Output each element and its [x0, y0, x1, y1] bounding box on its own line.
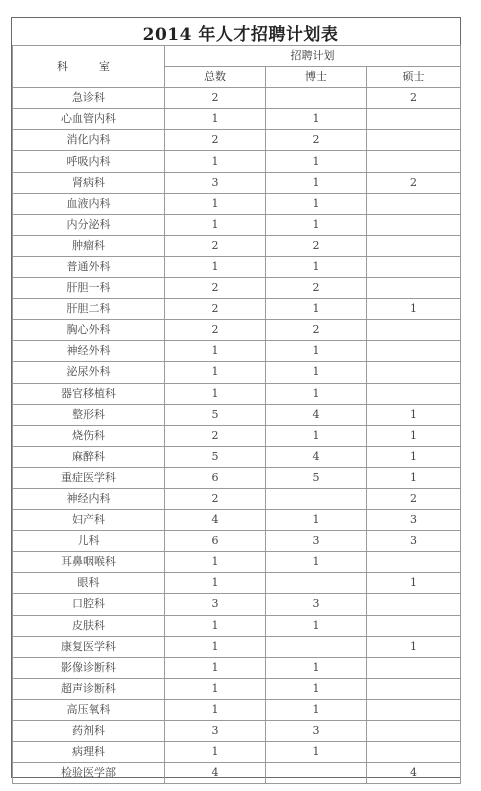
- table-row: [13, 383, 461, 404]
- phd-cell: [266, 573, 367, 594]
- master-cell: [367, 320, 461, 341]
- master-cell: [367, 235, 461, 256]
- master-cell: [367, 278, 461, 299]
- master-cell: [367, 678, 461, 699]
- department-cell: 普通外科: [13, 256, 165, 277]
- total-cell: 3: [165, 594, 266, 615]
- department-cell: 儿科: [13, 531, 165, 552]
- department-header: 科 室: [13, 46, 165, 88]
- total-cell: 2: [165, 320, 266, 341]
- total-cell: 2: [165, 299, 266, 320]
- table-row: [13, 488, 461, 509]
- total-cell: 3: [165, 172, 266, 193]
- phd-cell: 1: [266, 341, 367, 362]
- phd-cell: 1: [266, 699, 367, 720]
- master-cell: [367, 130, 461, 151]
- master-cell: [367, 256, 461, 277]
- master-cell: [367, 151, 461, 172]
- department-cell: 检验医学部: [13, 763, 165, 784]
- table-row: [13, 404, 461, 425]
- master-cell: 1: [367, 425, 461, 446]
- total-cell: 1: [165, 383, 266, 404]
- department-cell: 呼吸内科: [13, 151, 165, 172]
- phd-cell: 1: [266, 172, 367, 193]
- master-cell: [367, 362, 461, 383]
- master-cell: [367, 721, 461, 742]
- table-row: [13, 88, 461, 109]
- master-cell: [367, 341, 461, 362]
- table-row: [13, 278, 461, 299]
- phd-cell: 2: [266, 130, 367, 151]
- phd-cell: 1: [266, 299, 367, 320]
- total-cell: 2: [165, 278, 266, 299]
- total-cell: 2: [165, 88, 266, 109]
- total-cell: 1: [165, 657, 266, 678]
- phd-cell: 5: [266, 467, 367, 488]
- department-cell: 耳鼻咽喉科: [13, 552, 165, 573]
- master-cell: [367, 552, 461, 573]
- master-cell: 1: [367, 573, 461, 594]
- total-cell: 4: [165, 510, 266, 531]
- phd-cell: 1: [266, 552, 367, 573]
- phd-cell: 1: [266, 615, 367, 636]
- table-row: [13, 657, 461, 678]
- master-cell: [367, 615, 461, 636]
- phd-cell: 1: [266, 256, 367, 277]
- total-cell: 1: [165, 151, 266, 172]
- total-cell: 1: [165, 341, 266, 362]
- master-cell: 2: [367, 88, 461, 109]
- total-header: 总数: [165, 67, 266, 88]
- phd-cell: 1: [266, 193, 367, 214]
- table-row: [13, 235, 461, 256]
- recruitment-plan-header: 招聘计划: [165, 46, 461, 67]
- table-row: [13, 299, 461, 320]
- total-cell: 1: [165, 573, 266, 594]
- table-body: [13, 88, 461, 784]
- department-cell: 重症医学科: [13, 467, 165, 488]
- master-cell: 2: [367, 488, 461, 509]
- department-cell: 肿瘤科: [13, 235, 165, 256]
- total-cell: 1: [165, 678, 266, 699]
- total-cell: 1: [165, 109, 266, 130]
- master-cell: [367, 193, 461, 214]
- total-cell: 2: [165, 488, 266, 509]
- department-cell: 整形科: [13, 404, 165, 425]
- total-cell: 3: [165, 721, 266, 742]
- total-cell: 1: [165, 214, 266, 235]
- phd-cell: [266, 763, 367, 784]
- total-cell: 1: [165, 636, 266, 657]
- master-cell: 1: [367, 467, 461, 488]
- phd-cell: 2: [266, 320, 367, 341]
- master-cell: 4: [367, 763, 461, 784]
- master-cell: [367, 594, 461, 615]
- department-cell: 影像诊断科: [13, 657, 165, 678]
- master-cell: 3: [367, 531, 461, 552]
- department-cell: 超声诊断科: [13, 678, 165, 699]
- table-row: [13, 172, 461, 193]
- table-row: [13, 742, 461, 763]
- total-cell: 1: [165, 256, 266, 277]
- total-cell: 4: [165, 763, 266, 784]
- department-cell: 肾病科: [13, 172, 165, 193]
- table-row: [13, 636, 461, 657]
- phd-cell: 3: [266, 721, 367, 742]
- phd-header: 博士: [266, 67, 367, 88]
- phd-cell: 1: [266, 657, 367, 678]
- phd-cell: [266, 88, 367, 109]
- total-cell: 1: [165, 552, 266, 573]
- phd-cell: [266, 636, 367, 657]
- department-cell: 心血管内科: [13, 109, 165, 130]
- table-row: [13, 510, 461, 531]
- table-row: [13, 109, 461, 130]
- phd-cell: 2: [266, 278, 367, 299]
- phd-cell: 3: [266, 594, 367, 615]
- master-cell: [367, 383, 461, 404]
- table-row: [13, 214, 461, 235]
- master-cell: 3: [367, 510, 461, 531]
- master-header: 硕士: [367, 67, 461, 88]
- table-row: [13, 678, 461, 699]
- department-cell: 器官移植科: [13, 383, 165, 404]
- department-cell: 康复医学科: [13, 636, 165, 657]
- phd-cell: 1: [266, 362, 367, 383]
- department-cell: 胸心外科: [13, 320, 165, 341]
- table-row: [13, 130, 461, 151]
- department-cell: 肝胆一科: [13, 278, 165, 299]
- phd-cell: 1: [266, 425, 367, 446]
- phd-cell: 1: [266, 678, 367, 699]
- master-cell: [367, 742, 461, 763]
- master-cell: [367, 657, 461, 678]
- phd-cell: 4: [266, 446, 367, 467]
- header-row-group: [13, 46, 461, 67]
- master-cell: 1: [367, 404, 461, 425]
- table-row: [13, 763, 461, 784]
- phd-cell: 1: [266, 214, 367, 235]
- department-cell: 麻醉科: [13, 446, 165, 467]
- table-row: [13, 193, 461, 214]
- department-cell: 高压氧科: [13, 699, 165, 720]
- total-cell: 5: [165, 404, 266, 425]
- master-cell: 1: [367, 636, 461, 657]
- table-header: [13, 46, 461, 88]
- table-row: [13, 341, 461, 362]
- department-cell: 急诊科: [13, 88, 165, 109]
- phd-cell: 2: [266, 235, 367, 256]
- total-cell: 1: [165, 699, 266, 720]
- total-cell: 1: [165, 742, 266, 763]
- department-cell: 药剂科: [13, 721, 165, 742]
- phd-cell: 4: [266, 404, 367, 425]
- table-row: [13, 615, 461, 636]
- phd-cell: 3: [266, 531, 367, 552]
- table-row: [13, 531, 461, 552]
- total-cell: 6: [165, 531, 266, 552]
- table-row: [13, 573, 461, 594]
- table-row: [13, 256, 461, 277]
- table-row: [13, 594, 461, 615]
- table-row: [13, 362, 461, 383]
- department-cell: 消化内科: [13, 130, 165, 151]
- department-cell: 妇产科: [13, 510, 165, 531]
- department-cell: 烧伤科: [13, 425, 165, 446]
- total-cell: 5: [165, 446, 266, 467]
- table-row: [13, 699, 461, 720]
- master-cell: 2: [367, 172, 461, 193]
- master-cell: 1: [367, 446, 461, 467]
- phd-cell: 1: [266, 109, 367, 130]
- department-cell: 口腔科: [13, 594, 165, 615]
- total-cell: 2: [165, 425, 266, 446]
- total-cell: 2: [165, 130, 266, 151]
- master-cell: 1: [367, 299, 461, 320]
- department-cell: 神经外科: [13, 341, 165, 362]
- table-row: [13, 552, 461, 573]
- total-cell: 2: [165, 235, 266, 256]
- phd-cell: 1: [266, 742, 367, 763]
- page-title: 2014 年人才招聘计划表: [142, 25, 339, 45]
- phd-cell: 1: [266, 383, 367, 404]
- table-row: [13, 320, 461, 341]
- master-cell: [367, 109, 461, 130]
- department-cell: 泌尿外科: [13, 362, 165, 383]
- table-row: [13, 721, 461, 742]
- phd-cell: 1: [266, 151, 367, 172]
- table-row: [13, 151, 461, 172]
- table-row: [13, 446, 461, 467]
- phd-cell: [266, 488, 367, 509]
- department-cell: 皮肤科: [13, 615, 165, 636]
- table-row: [13, 425, 461, 446]
- department-cell: 病理科: [13, 742, 165, 763]
- total-cell: 6: [165, 467, 266, 488]
- table-row: [13, 467, 461, 488]
- department-cell: 眼科: [13, 573, 165, 594]
- total-cell: 1: [165, 362, 266, 383]
- master-cell: [367, 699, 461, 720]
- recruitment-plan-table: [12, 45, 461, 784]
- total-cell: 1: [165, 615, 266, 636]
- phd-cell: 1: [266, 510, 367, 531]
- total-cell: 1: [165, 193, 266, 214]
- department-cell: 内分泌科: [13, 214, 165, 235]
- department-cell: 血液内科: [13, 193, 165, 214]
- master-cell: [367, 214, 461, 235]
- department-cell: 神经内科: [13, 488, 165, 509]
- department-cell: 肝胆二科: [13, 299, 165, 320]
